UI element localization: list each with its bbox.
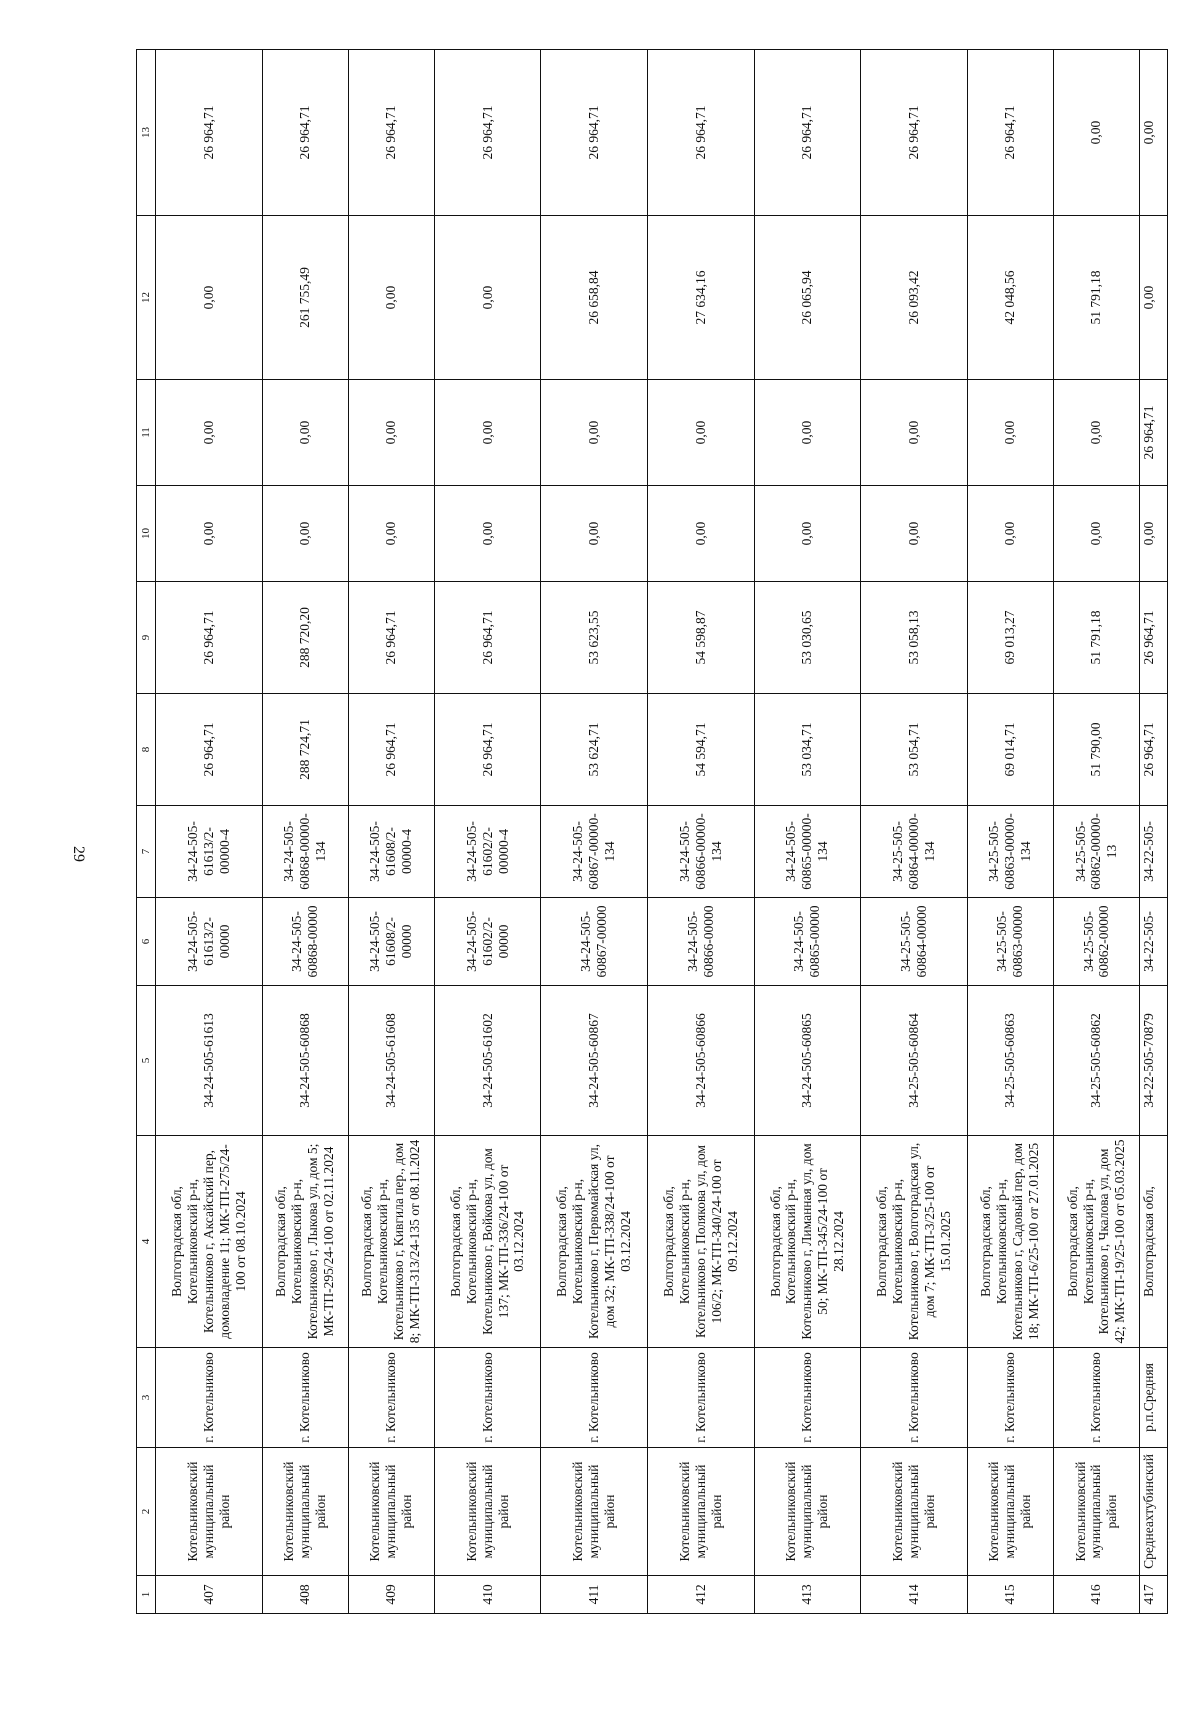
cell-amount-8: 26 964,71	[348, 694, 434, 806]
cell-code-3: 34-24-505-61602/2-00000-4	[434, 806, 541, 898]
cell-amount-8: 53 054,71	[861, 694, 968, 806]
cell-settlement: г. Котельниково	[348, 1348, 434, 1448]
cell-amount-9: 53 058,13	[861, 582, 968, 694]
col-header-2: 2	[137, 1448, 156, 1576]
col-header-12: 12	[137, 216, 156, 380]
table-row-partial	[1140, 50, 1168, 1614]
col-header-6: 6	[137, 898, 156, 986]
cell-amount-12: 26 065,94	[754, 216, 861, 380]
cell-address: Волгоградская обл, Котельниковский р-н, Котельниково г, Войкова ул, дом 137; МК-ТП-336/24-100 от 03.12.2024	[434, 1136, 541, 1348]
cell-code-2: 34-24-505-61613/2-00000	[156, 898, 263, 986]
cell-amount-9: 69 013,27	[967, 582, 1053, 694]
cell-row-number: 413	[754, 1576, 861, 1614]
cell-amount-12: 0,00	[1140, 216, 1168, 380]
cell-amount-9: 288 720,20	[262, 582, 348, 694]
table-row	[647, 50, 754, 1614]
table-row	[754, 50, 861, 1614]
cell-code-2: 34-24-505-61602/2-00000	[434, 898, 541, 986]
cell-code-2: 34-22-505-	[1140, 898, 1168, 986]
cell-amount-11: 0,00	[754, 380, 861, 486]
cell-code: 34-24-505-61602	[434, 986, 541, 1136]
cell-amount-13: 26 964,71	[647, 50, 754, 216]
cell-code-3: 34-24-505-60867-00000-134	[541, 806, 648, 898]
cell-amount-12: 42 048,56	[967, 216, 1053, 380]
cell-district: Котельниковский муниципальный район	[541, 1448, 648, 1576]
cell-address: Волгоградская обл, Котельниковский р-н, Котельниково г, Чкалова ул, дом 42; МК-ТП-19/25-100 от 05.03.2025	[1053, 1136, 1139, 1348]
cell-settlement: р.п.Средняя	[1140, 1348, 1168, 1448]
cell-code-3: 34-24-505-61613/2-00000-4	[156, 806, 263, 898]
cell-amount-8: 26 964,71	[1140, 694, 1168, 806]
cell-amount-10: 0,00	[861, 486, 968, 582]
cell-code-2: 34-24-505-60865-00000	[754, 898, 861, 986]
cell-amount-9: 26 964,71	[434, 582, 541, 694]
cell-amount-11: 0,00	[861, 380, 968, 486]
cell-amount-10: 0,00	[156, 486, 263, 582]
cell-code: 34-25-505-60863	[967, 986, 1053, 1136]
cell-code-3: 34-24-505-60866-00000-134	[647, 806, 754, 898]
header-row	[137, 50, 156, 1614]
cell-row-number: 411	[541, 1576, 648, 1614]
cell-district: Котельниковский муниципальный район	[156, 1448, 263, 1576]
cell-settlement: г. Котельниково	[754, 1348, 861, 1448]
cell-district: Среднеахтубинский	[1140, 1448, 1168, 1576]
cell-amount-9: 26 964,71	[348, 582, 434, 694]
cell-code-3: 34-25-505-60864-00000-134	[861, 806, 968, 898]
cell-address: Волгоградская обл,	[1140, 1136, 1168, 1348]
cell-amount-9: 26 964,71	[156, 582, 263, 694]
cell-amount-8: 51 790,00	[1053, 694, 1139, 806]
cell-code-2: 34-25-505-60862-00000	[1053, 898, 1139, 986]
cell-amount-10: 0,00	[754, 486, 861, 582]
cell-code-3: 34-25-505-60862-00000-13	[1053, 806, 1139, 898]
cell-code-3: 34-22-505-	[1140, 806, 1168, 898]
cell-settlement: г. Котельниково	[1053, 1348, 1139, 1448]
col-header-13: 13	[137, 50, 156, 216]
cell-amount-10: 0,00	[541, 486, 648, 582]
cell-address: Волгоградская обл, Котельниковский р-н, Котельниково г, Садовый пер, дом 18; МК-ТП-6/25-100 от 27.01.2025	[967, 1136, 1053, 1348]
cell-amount-11: 0,00	[647, 380, 754, 486]
cell-code-2: 34-24-505-60867-00000	[541, 898, 648, 986]
cell-address: Волгоградская обл, Котельниковский р-н, Котельниково г, Аксайский пер, домовладение 11; МК-ТП-275/24-100 от 08.10.2024	[156, 1136, 263, 1348]
table-row	[156, 50, 263, 1614]
cell-district: Котельниковский муниципальный район	[967, 1448, 1053, 1576]
cell-amount-13: 26 964,71	[541, 50, 648, 216]
cell-address: Волгоградская обл, Котельниковский р-н, Котельниково г, Первомайская ул, дом 32; МК-ТП-338/24-100 от 03.12.2024	[541, 1136, 648, 1348]
table-row	[967, 50, 1053, 1614]
cell-row-number: 415	[967, 1576, 1053, 1614]
cell-amount-12: 26 093,42	[861, 216, 968, 380]
cell-amount-12: 261 755,49	[262, 216, 348, 380]
cell-amount-11: 0,00	[348, 380, 434, 486]
rotated-table-container	[136, 50, 1168, 1614]
cell-code-2: 34-24-505-60866-00000	[647, 898, 754, 986]
cell-address: Волгоградская обл, Котельниковский р-н, Котельниково г, Полякова ул, дом 106/2; МК-ТП-340/24-100 от 09.12.2024	[647, 1136, 754, 1348]
cell-address: Волгоградская обл, Котельниковский р-н, Котельниково г, Лыкова ул, дом 5; МК-ТП-295/24-100 от 02.11.2024	[262, 1136, 348, 1348]
cell-amount-13: 26 964,71	[861, 50, 968, 216]
cell-row-number: 414	[861, 1576, 968, 1614]
cell-amount-13: 26 964,71	[967, 50, 1053, 216]
cell-settlement: г. Котельниково	[647, 1348, 754, 1448]
cell-amount-12: 26 658,84	[541, 216, 648, 380]
cell-code: 34-24-505-61613	[156, 986, 263, 1136]
col-header-7: 7	[137, 806, 156, 898]
cell-district: Котельниковский муниципальный район	[1053, 1448, 1139, 1576]
cell-amount-8: 69 014,71	[967, 694, 1053, 806]
cell-district: Котельниковский муниципальный район	[434, 1448, 541, 1576]
cell-amount-9: 53 623,55	[541, 582, 648, 694]
cell-settlement: г. Котельниково	[861, 1348, 968, 1448]
cell-amount-13: 26 964,71	[348, 50, 434, 216]
cell-amount-13: 26 964,71	[262, 50, 348, 216]
cell-code-3: 34-25-505-60863-00000-134	[967, 806, 1053, 898]
cell-code-3: 34-24-505-61608/2-00000-4	[348, 806, 434, 898]
cell-code: 34-24-505-60868	[262, 986, 348, 1136]
cell-settlement: г. Котельниково	[156, 1348, 263, 1448]
cell-settlement: г. Котельниково	[541, 1348, 648, 1448]
cell-district: Котельниковский муниципальный район	[754, 1448, 861, 1576]
cell-amount-8: 53 624,71	[541, 694, 648, 806]
cell-amount-11: 0,00	[1053, 380, 1139, 486]
table-row	[348, 50, 434, 1614]
col-header-1: 1	[137, 1576, 156, 1614]
cell-row-number: 409	[348, 1576, 434, 1614]
col-header-10: 10	[137, 486, 156, 582]
col-header-4: 4	[137, 1136, 156, 1348]
cell-address: Волгоградская обл, Котельниковский р-н, Котельниково г, Лиманная ул, дом 50; МК-ТП-345/24-100 от 28.12.2024	[754, 1136, 861, 1348]
cell-amount-10: 0,00	[1140, 486, 1168, 582]
cell-district: Котельниковский муниципальный район	[348, 1448, 434, 1576]
cell-code: 34-22-505-70879	[1140, 986, 1168, 1136]
data-table	[136, 49, 1168, 1614]
cell-row-number: 412	[647, 1576, 754, 1614]
cell-amount-9: 54 598,87	[647, 582, 754, 694]
cell-district: Котельниковский муниципальный район	[861, 1448, 968, 1576]
cell-code: 34-25-505-60864	[861, 986, 968, 1136]
cell-amount-13: 0,00	[1053, 50, 1139, 216]
cell-code-2: 34-25-505-60864-00000	[861, 898, 968, 986]
table-row	[434, 50, 541, 1614]
cell-amount-13: 0,00	[1140, 50, 1168, 216]
cell-amount-12: 0,00	[434, 216, 541, 380]
cell-district: Котельниковский муниципальный район	[647, 1448, 754, 1576]
cell-amount-11: 26 964,71	[1140, 380, 1168, 486]
page-number: 29	[70, 846, 87, 862]
cell-settlement: г. Котельниково	[262, 1348, 348, 1448]
cell-address: Волгоградская обл, Котельниковский р-н, Котельниково г, Волгоградская ул, дом 7; МК-ТП-3/25-100 от 15.01.2025	[861, 1136, 968, 1348]
cell-amount-13: 26 964,71	[156, 50, 263, 216]
cell-amount-8: 26 964,71	[156, 694, 263, 806]
cell-amount-8: 53 034,71	[754, 694, 861, 806]
table-body	[156, 50, 1168, 1614]
cell-code: 34-24-505-60867	[541, 986, 648, 1136]
cell-row-number: 407	[156, 1576, 263, 1614]
cell-code: 34-24-505-60865	[754, 986, 861, 1136]
cell-row-number: 416	[1053, 1576, 1139, 1614]
col-header-3: 3	[137, 1348, 156, 1448]
cell-settlement: г. Котельниково	[967, 1348, 1053, 1448]
col-header-8: 8	[137, 694, 156, 806]
cell-amount-12: 0,00	[348, 216, 434, 380]
cell-amount-12: 51 791,18	[1053, 216, 1139, 380]
cell-row-number: 408	[262, 1576, 348, 1614]
cell-code-2: 34-25-505-60863-00000	[967, 898, 1053, 986]
cell-amount-12: 27 634,16	[647, 216, 754, 380]
col-header-11: 11	[137, 380, 156, 486]
table-row	[262, 50, 348, 1614]
cell-amount-9: 51 791,18	[1053, 582, 1139, 694]
cell-row-number: 417	[1140, 1576, 1168, 1614]
cell-amount-9: 53 030,65	[754, 582, 861, 694]
cell-amount-8: 54 594,71	[647, 694, 754, 806]
cell-amount-12: 0,00	[156, 216, 263, 380]
cell-amount-9: 26 964,71	[1140, 582, 1168, 694]
cell-code: 34-25-505-60862	[1053, 986, 1139, 1136]
cell-amount-11: 0,00	[541, 380, 648, 486]
cell-amount-11: 0,00	[967, 380, 1053, 486]
cell-code-3: 34-24-505-60865-00000-134	[754, 806, 861, 898]
cell-amount-11: 0,00	[434, 380, 541, 486]
cell-amount-10: 0,00	[348, 486, 434, 582]
cell-amount-13: 26 964,71	[434, 50, 541, 216]
col-header-9: 9	[137, 582, 156, 694]
cell-address: Волгоградская обл, Котельниковский р-н, Котельниково г, Кивгила пер., дом 8; МК-ТП-313/24-135 от 08.11.2024	[348, 1136, 434, 1348]
cell-amount-10: 0,00	[967, 486, 1053, 582]
cell-amount-8: 26 964,71	[434, 694, 541, 806]
cell-amount-10: 0,00	[1053, 486, 1139, 582]
cell-code-3: 34-24-505-60868-00000-134	[262, 806, 348, 898]
table-row	[541, 50, 648, 1614]
cell-amount-11: 0,00	[156, 380, 263, 486]
cell-amount-10: 0,00	[262, 486, 348, 582]
cell-amount-13: 26 964,71	[754, 50, 861, 216]
cell-code-2: 34-24-505-60868-00000	[262, 898, 348, 986]
cell-amount-10: 0,00	[434, 486, 541, 582]
table-row	[861, 50, 968, 1614]
cell-code-2: 34-24-505-61608/2-00000	[348, 898, 434, 986]
col-header-5: 5	[137, 986, 156, 1136]
cell-settlement: г. Котельниково	[434, 1348, 541, 1448]
cell-amount-8: 288 724,71	[262, 694, 348, 806]
table-row	[1053, 50, 1139, 1614]
cell-district: Котельниковский муниципальный район	[262, 1448, 348, 1576]
cell-amount-10: 0,00	[647, 486, 754, 582]
cell-code: 34-24-505-60866	[647, 986, 754, 1136]
cell-row-number: 410	[434, 1576, 541, 1614]
cell-code: 34-24-505-61608	[348, 986, 434, 1136]
cell-amount-11: 0,00	[262, 380, 348, 486]
